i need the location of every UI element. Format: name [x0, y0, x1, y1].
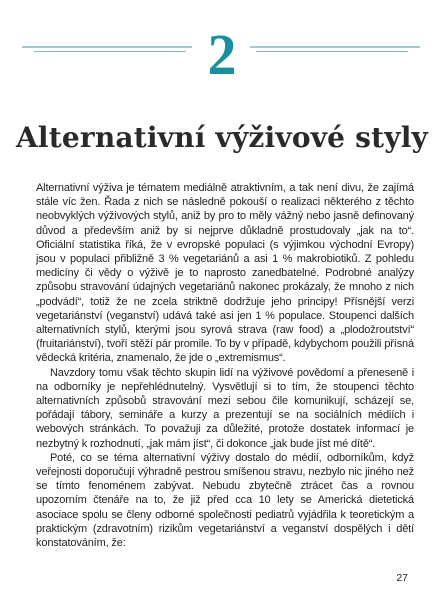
- paragraph: Alternativní výživa je tématem mediálně atraktivním, a tak není divu, že zajímá stále víc žen. Řada z nich se následně pokouší o realizaci některého z těchto neobvyklých výživových stylů, aniž by pro to měly vážný nebo jasně definovaný důvod a především aniž by si nejprve důkladně prostudovaly „jak na to“. Oficiální statistika říká, že v evropské populaci (s výjimkou východní Evropy) jsou v populaci přibližně 3 % vegetariánů a asi 1 % makrobiotiků. Z pohledu medicíny či vědy o výživě je to naprosto zanedbatelné. Podrobné analýzy způsobu stravování údajných vegetariánů nakonec prokázaly, že mnoho z nich „podvádí“, totiž že ne zcela striktně dodržuje jeho principy! Přísnější verzi vegetariánství (veganství) udává také asi jen 1 % populace. Stoupenci dalších alternativních stylů, kterými jsou syrová strava (raw food) a „plodožroutství“ (fruitariánství), tvoří stěží pár promile. To by v případě, kdybychom použili přísná vědecká kritéria, znamenalo, že jde o „extremismus“.: [36, 182, 414, 365]
- body-text: [36, 181, 414, 550]
- paragraph: Navzdory tomu však těchto skupin lidí na výživové povědomí a přeneseně i na odborníky je nepřehlédnutelný. Vysvětlují si to tím, že stoupenci těchto alternativních způsobů stravování mezi sebou čile komunikují, scházejí se, pořádají tábory, semináře a kurzy a prezentují se na sociálních médiích i webových stránkách. To považuji za důležité, protože dostatek informací je nezbytný k rozhodnutí, „jak mám jíst“, či dokonce „jak bude jíst mé dítě“.: [36, 366, 414, 450]
- page-number: 27: [396, 572, 408, 584]
- paragraph: Poté, co se téma alternativní výživy dostalo do médií, odborníkům, když veřejnosti doporučují výhradně pestrou smíšenou stravu, nezbylo nic jiného než se tímto fenoménem zabývat. Nebudu zbytečně ztrácet čas a rovnou upozorním čtenáře na to, že již před cca 10 lety se Americká dietetická asociace spolu se členy odborné společnosti pediatrů vyjádřila k teoretickým a praktickým (zdravotním) rizikům vegetariánství a veganství dospělých i dětí konstatováním, že:: [36, 451, 414, 550]
- chapter-number: 2: [207, 22, 237, 87]
- chapter-title: Alternativní výživové styly: [15, 121, 429, 154]
